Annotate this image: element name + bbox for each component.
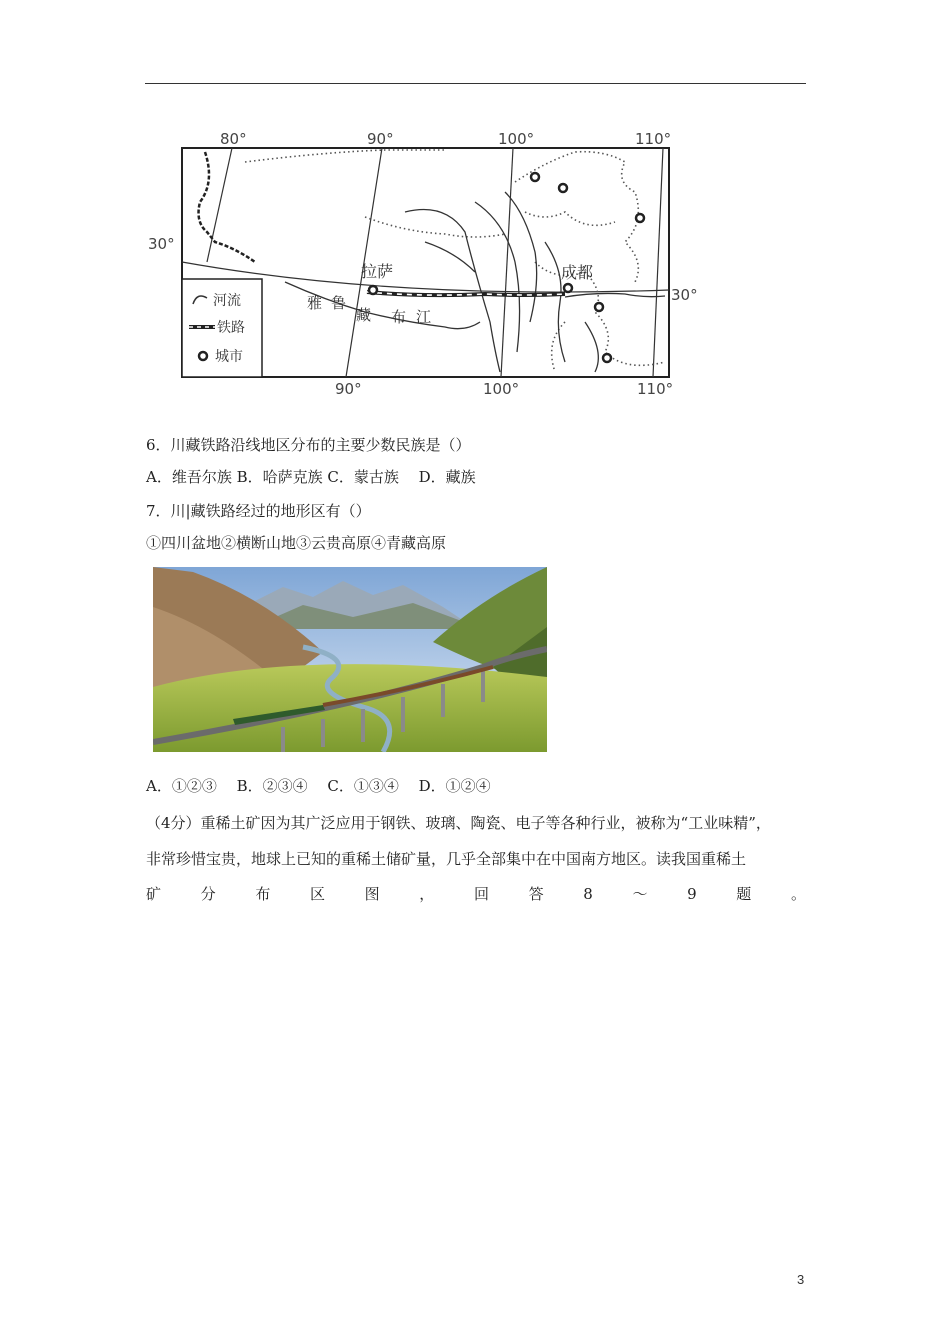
label-lhasa: 拉萨 [361, 262, 394, 281]
intro-char: 8 [583, 885, 593, 903]
question-7-stem: 7．川|藏铁路经过的地形区有（） [146, 502, 371, 520]
legend-railway-label: 铁路 [217, 320, 245, 336]
intro-line-3 [146, 884, 806, 904]
page-number: 3 [797, 1272, 805, 1287]
lat-label-right: 30° [671, 286, 698, 304]
railway-valley-photo [153, 567, 547, 752]
intro-char: 区 [309, 885, 325, 903]
lon-label-bottom-90: 90° [335, 380, 362, 398]
intro-line-1: （4分）重稀土矿因为其广泛应用于钢铁、玻璃、陶瓷、电子等各种行业，被称为“工业味精”， [146, 814, 771, 832]
lon-label-110: 110° [635, 130, 672, 148]
intro-char: 答 [528, 885, 544, 903]
intro-char: ～ [632, 885, 648, 903]
question-7-items: ①四川盆地②横断山地③云贵高原④青藏高原 [146, 534, 447, 552]
question-6-stem: 6．川藏铁路沿线地区分布的主要少数民族是（） [146, 436, 471, 454]
legend-river-label: 河流 [213, 293, 241, 309]
intro-char: ， [419, 885, 435, 903]
province-borders [245, 150, 665, 372]
lon-label-100: 100° [498, 130, 535, 148]
legend-city-icon [199, 352, 207, 360]
river-char-5: 江 [416, 308, 432, 326]
lon-label-bottom-100: 100° [483, 380, 520, 398]
intro-char: 9 [687, 885, 697, 903]
lon-label-80: 80° [220, 130, 247, 148]
lat-label-left: 30° [148, 235, 175, 253]
sichuan-tibet-railway-map [145, 122, 705, 400]
question-7-options: A．①②③ B．②③④ C．①③④ D．①②④ [146, 777, 491, 795]
intro-char: 。 [790, 885, 806, 903]
label-chengdu: 成都 [561, 263, 594, 282]
intro-char: 分 [200, 885, 216, 903]
river-char-1: 雅 [307, 294, 323, 312]
lon-label-90: 90° [367, 130, 394, 148]
border-hatched [199, 152, 255, 262]
river-char-4: 布 [391, 308, 407, 326]
lon-label-bottom-110: 110° [637, 380, 674, 398]
header-rule [145, 83, 806, 84]
legend-city-label: 城市 [215, 349, 243, 365]
question-6-options: A．维吾尔族 B．哈萨克族 C．蒙古族 D．藏族 [146, 468, 476, 486]
intro-char: 图 [364, 885, 380, 903]
intro-char: 题 [736, 885, 752, 903]
intro-char: 矿 [146, 885, 162, 903]
intro-char: 回 [473, 885, 489, 903]
river-char-2: 鲁 [331, 294, 347, 312]
intro-char: 布 [255, 885, 271, 903]
intro-line-2: 非常珍惜宝贵，地球上已知的重稀土储矿量，几乎全部集中在中国南方地区。读我国重稀土 [146, 850, 747, 868]
river-char-3: 藏 [356, 306, 372, 324]
